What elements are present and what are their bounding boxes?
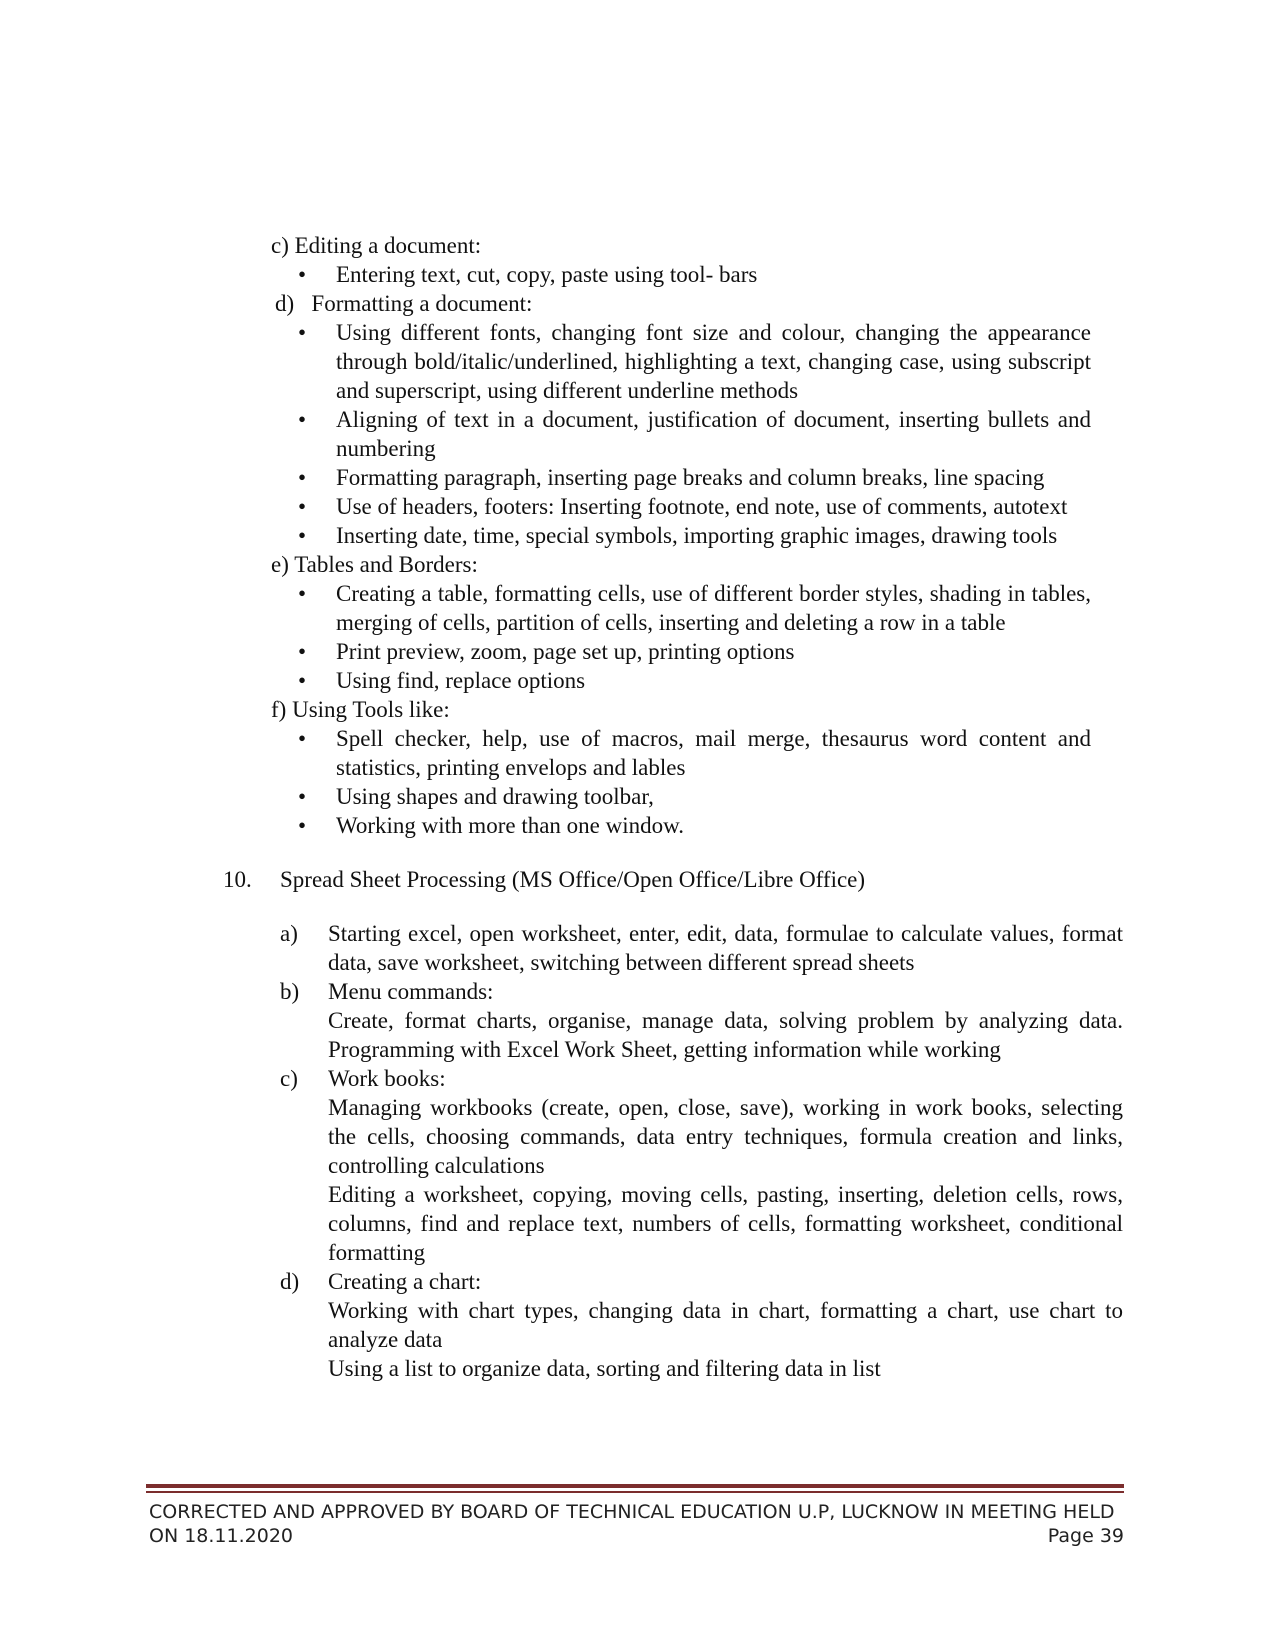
page-footer [149, 1500, 1124, 1548]
section-number: 10. [223, 867, 252, 892]
page-content [0, 231, 1275, 1383]
subsection-tools [271, 695, 1275, 724]
list-item: • Creating a table, formatting cells, use of different border styles, shading in tables, merging of cells, partition of cells, inserting and deleting a row in a table [298, 581, 1091, 635]
list-item: • Spell checker, help, use of macros, mail merge, thesaurus word content and statistics, printing envelops and lables [298, 726, 1091, 780]
list-item: • Working with more than one window. [298, 813, 684, 838]
section-items [0, 919, 1275, 1383]
item-heading: Creating a chart: [328, 1269, 482, 1294]
footer-divider-thin [146, 1491, 1124, 1493]
subsection-label: d) [275, 291, 295, 316]
subsection-heading: Formatting a document: [311, 291, 533, 316]
bullet-icon: • [298, 639, 307, 664]
item-heading: Menu commands: [328, 979, 494, 1004]
section-item [280, 919, 1123, 977]
subsection-heading: Using Tools like: [292, 697, 450, 722]
item-text: Create, format charts, organise, manage data, solving problem by analyzing data. Programming with Excel Work Sheet, getting information while working [328, 1008, 1123, 1062]
editing-bullets [298, 260, 1091, 289]
list-item: • Using different fonts, changing font size and colour, changing the appearance through bold/italic/underlined, highlighting a text, changing case, using subscript and superscript, using different underline methods [298, 320, 1091, 403]
section-item [280, 1267, 1123, 1383]
item-label: a) [280, 921, 298, 946]
footer-text: CORRECTED AND APPROVED BY BOARD OF TECHNICAL EDUCATION U.P, LUCKNOW IN MEETING HELD ON 18.11.2020 [149, 1501, 1115, 1547]
bullet-icon: • [298, 262, 307, 287]
list-item: • Inserting date, time, special symbols, importing graphic images, drawing tools [298, 523, 1058, 548]
list-item: • Using shapes and drawing toolbar, [298, 784, 654, 809]
formatting-bullets [298, 318, 1091, 550]
item-text: Working with chart types, changing data in chart, formatting a chart, use chart to analyze data [328, 1298, 1123, 1352]
list-item: • Use of headers, footers: Inserting footnote, end note, use of comments, autotext [298, 494, 1068, 519]
item-label: c) [280, 1066, 298, 1091]
item-label: b) [280, 979, 300, 1004]
subsection-label: f) [271, 697, 287, 722]
item-text: Starting excel, open worksheet, enter, edit, data, formulae to calculate values, format data, save worksheet, switching between different spread sheets [328, 921, 1123, 975]
bullet-icon: • [298, 523, 307, 548]
subsection-formatting [275, 289, 1275, 318]
subsection-label: c) [271, 233, 289, 258]
list-item: • Aligning of text in a document, justification of document, inserting bullets and numbering [298, 407, 1091, 461]
tables-bullets [298, 579, 1091, 695]
list-item: • Print preview, zoom, page set up, printing options [298, 639, 795, 664]
section-item [280, 1064, 1123, 1267]
bullet-icon: • [298, 320, 307, 345]
item-label: d) [280, 1269, 300, 1294]
list-item: • Formatting paragraph, inserting page breaks and column breaks, line spacing [298, 465, 1045, 490]
section-item [280, 977, 1123, 1064]
item-text: Editing a worksheet, copying, moving cells, pasting, inserting, deletion cells, rows, columns, find and replace text, numbers of cells, formatting worksheet, conditional formatting [328, 1182, 1123, 1265]
footer-divider [146, 1484, 1124, 1488]
bullet-icon: • [298, 494, 307, 519]
subsection-tables [271, 550, 1275, 579]
section-title: Spread Sheet Processing (MS Office/Open Office/Libre Office) [280, 867, 866, 892]
bullet-icon: • [298, 784, 307, 809]
list-item: • Entering text, cut, copy, paste using tool- bars [298, 262, 758, 287]
subsection-heading: Tables and Borders: [294, 552, 478, 577]
subsection-editing [271, 231, 1275, 260]
bullet-icon: • [298, 581, 307, 606]
bullet-icon: • [298, 668, 307, 693]
bullet-icon: • [298, 407, 307, 432]
section-heading [223, 865, 1275, 894]
page-number: Page 39 [1047, 1525, 1124, 1547]
subsection-label: e) [271, 552, 289, 577]
item-text: Managing workbooks (create, open, close, save), working in work books, selecting the cells, choosing commands, data entry techniques, formula creation and links, controlling calculations [328, 1095, 1123, 1178]
item-text: Using a list to organize data, sorting and filtering data in list [328, 1356, 881, 1381]
item-heading: Work books: [328, 1066, 446, 1091]
subsection-heading: Editing a document: [294, 233, 482, 258]
bullet-icon: • [298, 726, 307, 751]
bullet-icon: • [298, 813, 307, 838]
bullet-icon: • [298, 465, 307, 490]
tools-bullets [298, 724, 1091, 840]
list-item: • Using find, replace options [298, 668, 586, 693]
